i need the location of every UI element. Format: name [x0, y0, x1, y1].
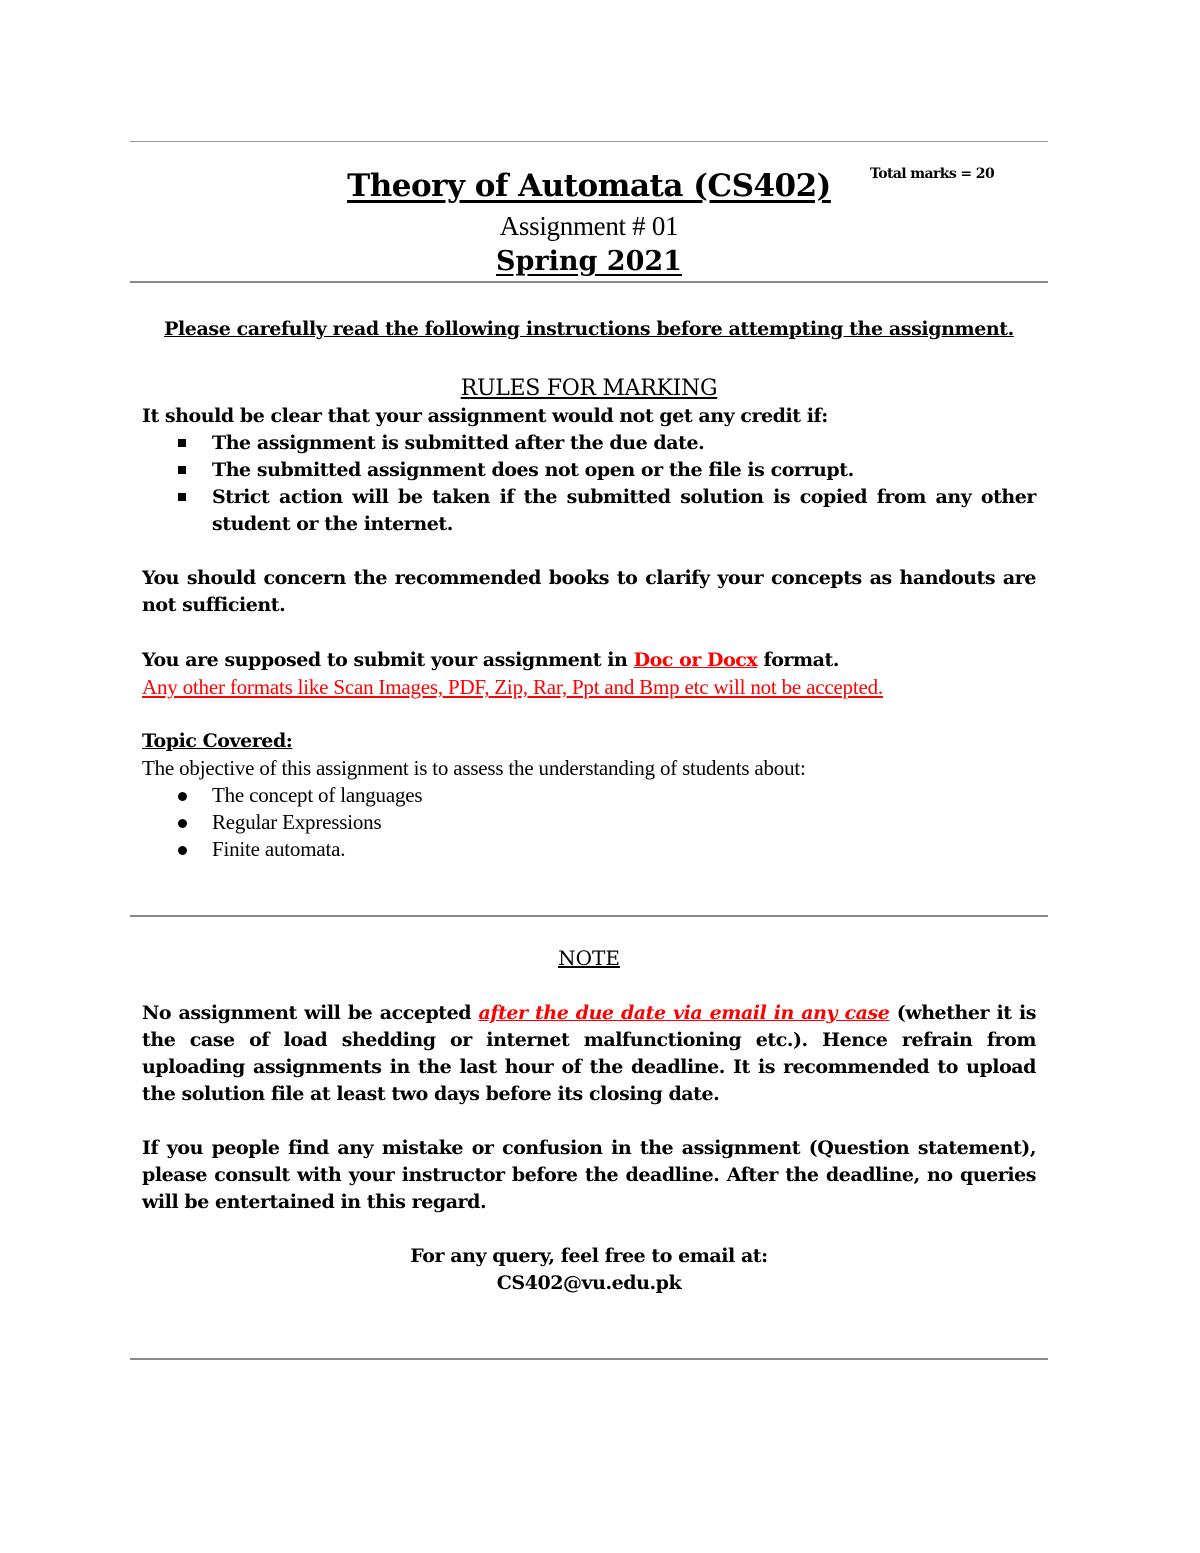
note-top-divider: [130, 915, 1048, 917]
topic-text: Regular Expressions: [212, 810, 382, 834]
square-bullet-icon: [178, 466, 186, 474]
semester: Spring 2021: [496, 246, 682, 277]
format-highlight: Doc or Docx: [633, 649, 758, 671]
books-note: You should concern the recommended books to clarify your concepts as handouts are not sufficient.: [142, 567, 1036, 616]
note-p1-highlight: after the due date via email in any case: [478, 1002, 890, 1024]
format-warning: Any other formats like Scan Images, PDF, Zip, Rar, Ppt and Bmp etc will not be accepted.: [142, 675, 883, 699]
topic-text: The concept of languages: [212, 783, 423, 807]
instructions-heading: Please carefully read the following instructions before attempting the assignment.: [164, 318, 1014, 340]
topics-heading: Topic Covered:: [142, 730, 293, 752]
note-p1-suffix: (whether it is the case of load shedding or internet malfunctioning etc.). Hence refrain from uploading assignments in the last hour of the deadline. It is recommended to upload the solution file at least two days before its closing date.: [142, 1002, 1036, 1105]
list-item: [142, 809, 1036, 836]
topics-section: [142, 728, 1036, 863]
bullet-icon: [178, 819, 187, 828]
top-divider: [130, 141, 1048, 142]
list-item: [142, 457, 1036, 484]
list-item: [142, 782, 1036, 809]
format-prefix: You are supposed to submit your assignment in: [142, 649, 634, 671]
contact-email: CS402@vu.edu.pk: [496, 1272, 682, 1294]
course-title: Theory of Automata (CS402): [347, 168, 831, 204]
rule-text: Strict action will be taken if the submitted solution is copied from any other student or the internet.: [212, 486, 1036, 535]
assignment-number: Assignment # 01: [499, 211, 679, 241]
list-item: [142, 836, 1036, 863]
topic-text: Finite automata.: [212, 837, 346, 861]
rules-list: [142, 430, 1036, 538]
bullet-icon: [178, 846, 187, 855]
bottom-divider: [130, 1358, 1048, 1360]
list-item: [142, 484, 1036, 538]
bullet-icon: [178, 792, 187, 801]
note-paragraph-2: If you people find any mistake or confusion in the assignment (Question statement), please consult with your instructor before the deadline. After the deadline, no queries will be entertained in this regard.: [142, 1137, 1036, 1213]
note-paragraph-1: [142, 1000, 1036, 1108]
rules-intro: It should be clear that your assignment would not get any credit if:: [142, 405, 828, 427]
square-bullet-icon: [178, 439, 186, 447]
note-heading: NOTE: [558, 946, 620, 970]
contact-section: [142, 1243, 1036, 1297]
header-divider: [130, 281, 1048, 283]
rules-section: [142, 403, 1036, 538]
rule-text: The submitted assignment does not open or the file is corrupt.: [212, 459, 854, 481]
format-line: [142, 647, 1036, 674]
topics-list: [142, 782, 1036, 863]
total-marks: Total marks = 20: [870, 166, 995, 182]
rules-heading: RULES FOR MARKING: [460, 376, 718, 401]
note-p1-prefix: No assignment will be accepted: [142, 1002, 479, 1024]
format-suffix: format.: [757, 649, 839, 671]
format-section: [142, 647, 1036, 701]
topics-intro: The objective of this assignment is to assess the understanding of students about:: [142, 756, 806, 780]
square-bullet-icon: [178, 493, 186, 501]
contact-line: For any query, feel free to email at:: [410, 1245, 768, 1267]
rule-text: The assignment is submitted after the due date.: [212, 432, 705, 454]
list-item: [142, 430, 1036, 457]
